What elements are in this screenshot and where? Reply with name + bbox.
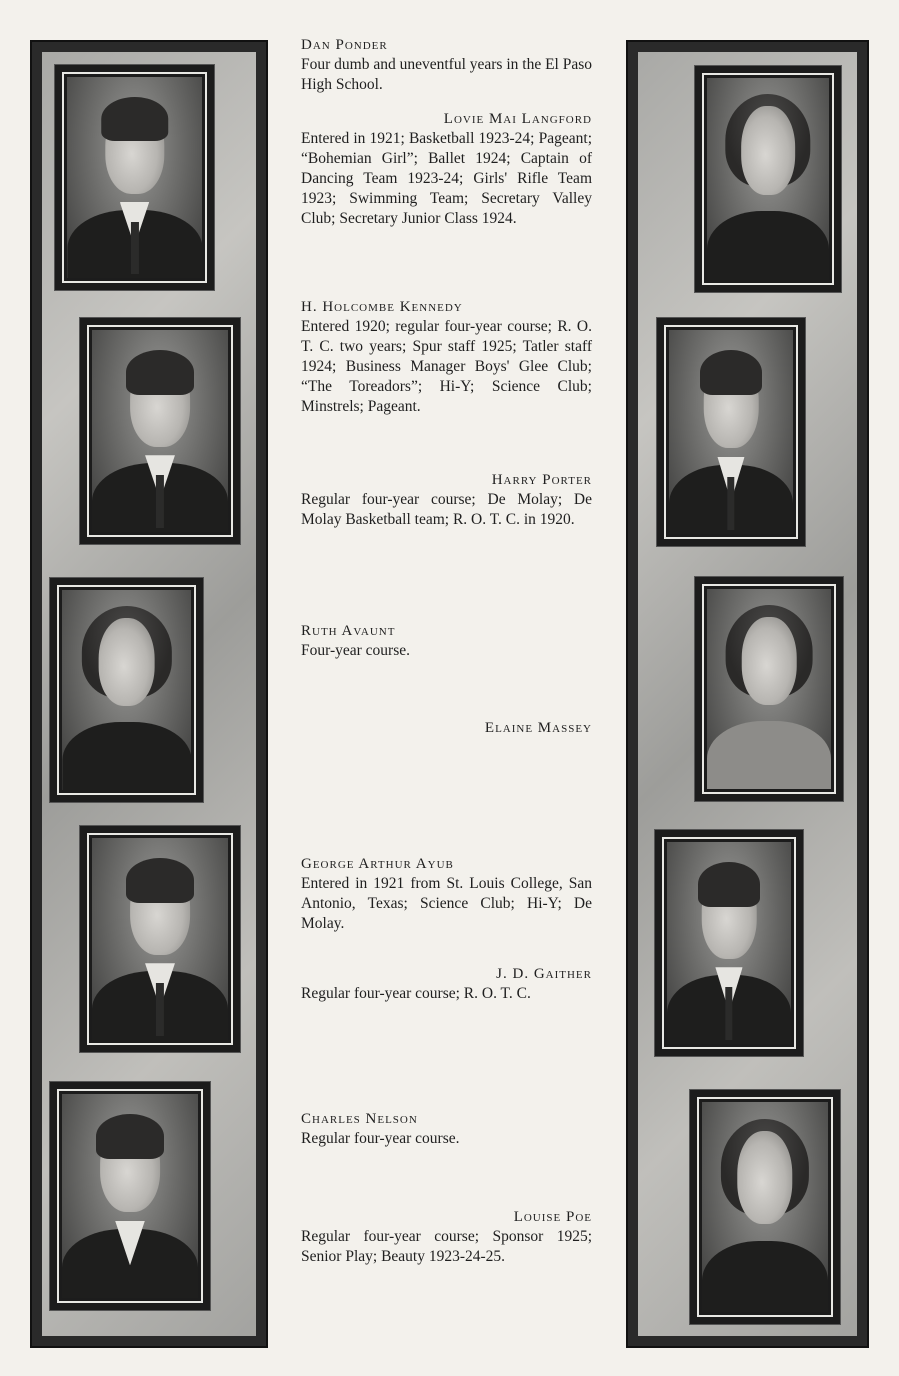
- student-description: Entered in 1921; Basketball 1923-24; Pageant; “Bohemian Girl”; Ballet 1924; Captain of Dancing Team 1923-24; Girls' Rifle Team 1923; Swimming Team; Secretary Valley Club; Secretary Junior Class 1924.: [301, 130, 592, 227]
- portrait-h-holcombe-kennedy: [80, 318, 240, 544]
- entry-louise-poe: [301, 1207, 592, 1267]
- portrait-louise-poe: [690, 1090, 840, 1324]
- portrait-lovie-mai-langford: [695, 66, 841, 292]
- student-name: Elaine Massey: [484, 720, 592, 736]
- student-description: Four dumb and uneventful years in the El Paso High School.: [301, 56, 593, 93]
- entry-elaine-massey: [301, 718, 592, 738]
- entry-ruth-avaunt: [301, 621, 592, 661]
- student-name: H. Holcombe Kennedy: [301, 299, 463, 315]
- portrait-elaine-massey: [695, 577, 843, 801]
- student-name: George Arthur Ayub: [301, 856, 454, 872]
- student-name: J. D. Gaither: [496, 966, 592, 982]
- student-name: Louise Poe: [513, 1209, 592, 1225]
- entry-lovie-mai-langford: [301, 109, 592, 229]
- portrait-harry-porter: [657, 318, 805, 546]
- student-name: Charles Nelson: [301, 1111, 418, 1127]
- portrait-ruth-avaunt: [50, 578, 203, 802]
- student-name: Ruth Avaunt: [301, 623, 396, 639]
- entry-dan-ponder: [301, 35, 592, 95]
- portrait-charles-nelson: [50, 1082, 210, 1310]
- student-description: Regular four-year course; Sponsor 1925; Senior Play; Beauty 1923-24-25.: [301, 1228, 592, 1265]
- student-description: Regular four-year course.: [301, 1130, 460, 1147]
- entry-j-d-gaither: [301, 964, 592, 1004]
- student-description: Entered 1920; regular four-year course; R. O. T. C. two years; Spur staff 1925; Tatler staff 1924; Business Manager Boys' Glee Club; “The Toreadors”; Hi-Y; Science Club; Minstrels; Pageant.: [301, 318, 592, 415]
- student-description: Regular four-year course; R. O. T. C.: [301, 985, 531, 1002]
- student-name: Dan Ponder: [301, 37, 388, 53]
- student-description: Four-year course.: [301, 642, 411, 659]
- student-name: Lovie Mai Langford: [443, 111, 592, 127]
- entry-h-holcombe-kennedy: [301, 297, 592, 417]
- student-description: Entered in 1921 from St. Louis College, San Antonio, Texas; Science Club; Hi-Y; De Molay.: [301, 875, 592, 932]
- portrait-dan-ponder: [55, 65, 214, 290]
- entry-george-arthur-ayub: [301, 854, 592, 934]
- entry-harry-porter: [301, 470, 592, 530]
- portrait-j-d-gaither: [655, 830, 803, 1056]
- student-description: Regular four-year course; De Molay; De Molay Basketball team; R. O. T. C. in 1920.: [301, 491, 592, 528]
- portrait-george-arthur-ayub: [80, 826, 240, 1052]
- entry-charles-nelson: [301, 1109, 592, 1149]
- student-name: Harry Porter: [491, 472, 592, 488]
